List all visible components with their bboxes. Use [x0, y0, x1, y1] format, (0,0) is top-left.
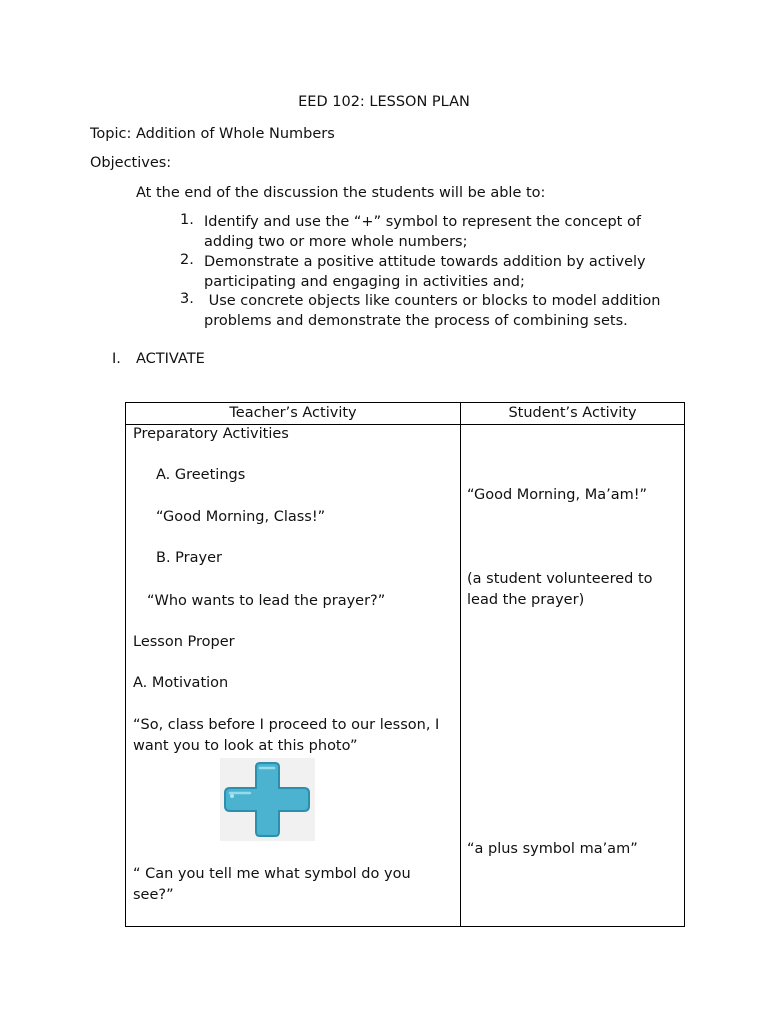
document-title: EED 102: LESSON PLAN	[298, 94, 470, 110]
objectives-intro: At the end of the discussion the students will be able to:	[136, 185, 546, 201]
plus-icon	[220, 758, 315, 841]
teacher-prayer-question: “Who wants to lead the prayer?”	[147, 593, 386, 609]
greetings-heading: A. Greetings	[156, 467, 246, 483]
motivation-text-line: want you to look at this photo”	[133, 738, 358, 754]
lesson-proper-heading: Lesson Proper	[133, 634, 235, 650]
student-symbol-response: “a plus symbol ma’am”	[467, 841, 638, 857]
objective-number: 3.	[180, 291, 194, 307]
lesson-activity-table	[125, 402, 685, 927]
motivation-heading: A. Motivation	[133, 675, 229, 691]
topic-line: Topic: Addition of Whole Numbers	[90, 126, 335, 142]
student-greeting-response: “Good Morning, Ma’am!”	[467, 487, 648, 503]
table-column-divider	[460, 403, 461, 926]
section-number: I.	[112, 351, 121, 367]
motivation-text-line: “So, class before I proceed to our lesson, I	[133, 717, 440, 733]
objective-text: Identify and use the “+” symbol to represent the concept of adding two or more whole numbers;	[204, 214, 641, 250]
prayer-heading: B. Prayer	[156, 550, 222, 566]
objectives-label: Objectives:	[90, 155, 172, 171]
teacher-greeting: “Good Morning, Class!”	[156, 509, 326, 525]
objective-number: 1.	[180, 212, 194, 228]
student-prayer-response-line: (a student volunteered to	[467, 571, 653, 587]
student-activity-header: Student’s Activity	[508, 405, 637, 421]
objective-text: Demonstrate a positive attitude towards addition by actively participating and engaging in activities and;	[204, 254, 646, 290]
preparatory-activities-heading: Preparatory Activities	[133, 426, 289, 442]
objective-number: 2.	[180, 252, 194, 268]
teacher-symbol-question-line: see?”	[133, 887, 174, 903]
section-title: ACTIVATE	[136, 351, 205, 367]
objective-text: Use concrete objects like counters or blocks to model addition problems and demonstrate the process of combining sets.	[204, 293, 661, 329]
student-prayer-response-line: lead the prayer)	[467, 592, 585, 608]
plus-symbol-image	[220, 758, 315, 841]
teacher-activity-header: Teacher’s Activity	[229, 405, 357, 421]
teacher-symbol-question-line: “ Can you tell me what symbol do you	[133, 866, 411, 882]
